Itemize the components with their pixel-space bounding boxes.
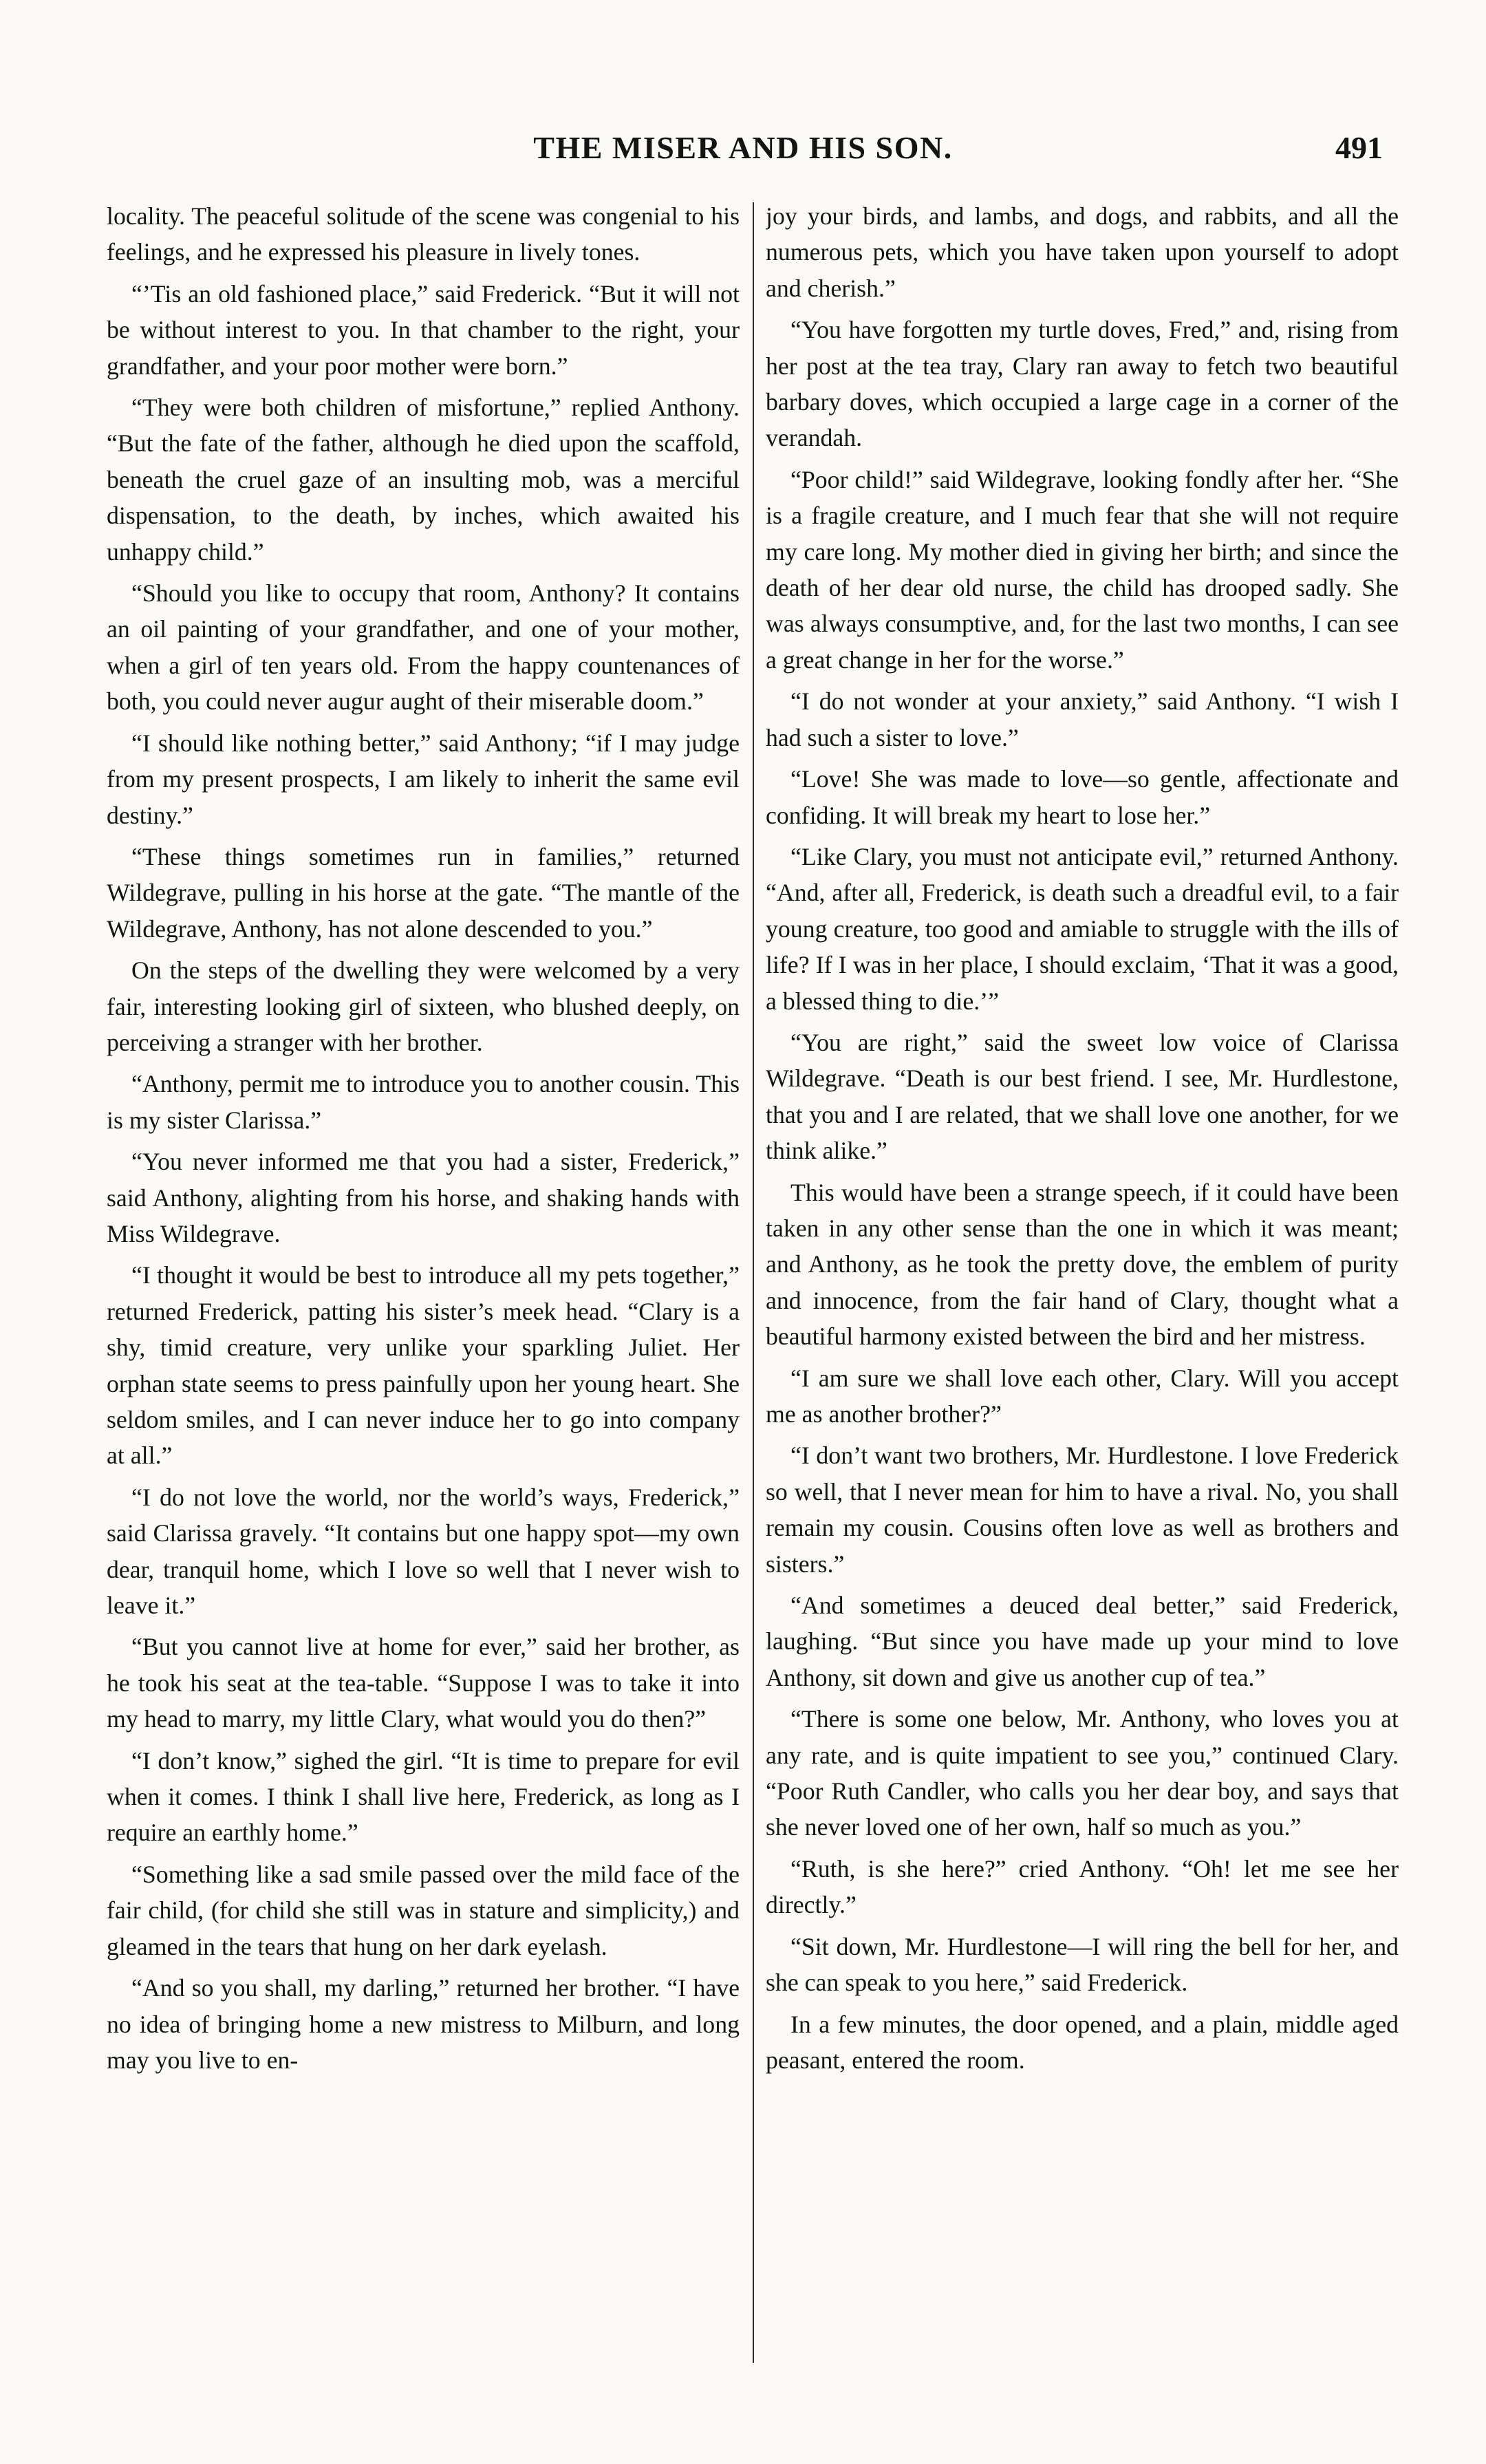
paragraph: “And so you shall, my darling,” returned her brother. “I have no idea of bringing home a new mistress to Milburn, and long may you live to en- bbox=[107, 1974, 740, 2074]
paragraph: “They were both children of misfortune,” replied Anthony. “But the fate of the father, although he died upon the scaffold, beneath the cruel gaze of an insulting mob, was a merciful dispensation, to the death, by inches, which awaited his unhappy child.” bbox=[107, 394, 740, 566]
paragraph: “I do not love the world, nor the world’s ways, Frederick,” said Clarissa gravely. “It contains but one happy spot—my own dear, tranquil home, which I love so well that I never wish to leave it.” bbox=[107, 1483, 740, 1620]
paragraph: “Anthony, permit me to introduce you to another cousin. This is my sister Clarissa.” bbox=[107, 1070, 740, 1134]
paragraph: “I don’t know,” sighed the girl. “It is time to prepare for evil when it comes. I think I shall live here, Frederick, as long as I require an earthly home.” bbox=[107, 1746, 740, 1847]
paragraph: “I am sure we shall love each other, Clary. Will you accept me as another brother?” bbox=[766, 1364, 1399, 1428]
paragraph: “I thought it would be best to introduce all my pets together,” returned Frederick, patting his sister’s meek head. “Clary is a shy, timid creature, very unlike your sparkling Juliet. Her orphan state seems to press painfully upon her young heart. She seldom smiles, and I can never induce her to go into company at all.” bbox=[107, 1261, 740, 1470]
paragraph: On the steps of the dwelling they were welcomed by a very fair, interesting looking girl of sixteen, who blushed deeply, on perceiving a stranger with her brother. bbox=[107, 956, 740, 1056]
paragraph: locality. The peaceful solitude of the scene was congenial to his feelings, and he expressed his pleasure in lively tones. bbox=[107, 202, 740, 266]
left-column bbox=[107, 198, 740, 2400]
paragraph: “There is some one below, Mr. Anthony, who loves you at any rate, and is quite impatient to see you,” continued Clary. “Poor Ruth Candler, who calls you her dear boy, and says that she never loved one of her own, half so much as you.” bbox=[766, 1705, 1399, 1841]
running-title: THE MISER AND HIS SON. bbox=[533, 130, 953, 165]
paragraph: “You are right,” said the sweet low voice of Clarissa Wildegrave. “Death is our best friend. I see, Mr. Hurdlestone, that you and I are related, that we shall love one another, for we think alike.” bbox=[766, 1028, 1399, 1165]
paragraph: “And sometimes a deuced deal better,” said Frederick, laughing. “But since you have made up your mind to love Anthony, sit down and give us another cup of tea.” bbox=[766, 1592, 1399, 1691]
paragraph: “You have forgotten my turtle doves, Fred,” and, rising from her post at the tea tray, Clary ran away to fetch two beautiful barbary doves, which occupied a large cage in a corner of the verandah. bbox=[766, 316, 1399, 452]
paragraph: This would have been a strange speech, if it could have been taken in any other sense than the one in which it was meant; and Anthony, as he took the pretty dove, the emblem of purity and innocence, from the fair hand of Clary, thought what a beautiful harmony existed between the bird and her mistress. bbox=[766, 1178, 1399, 1351]
paragraph: “Ruth, is she here?” cried Anthony. “Oh! let me see her directly.” bbox=[766, 1854, 1399, 1919]
column-divider bbox=[753, 202, 754, 2363]
paragraph: “Love! She was made to love—so gentle, affectionate and confiding. It will break my heart to lose her.” bbox=[766, 765, 1399, 829]
paragraph: “Should you like to occupy that room, Anthony? It contains an oil painting of your grandfather, and one of your mother, when a girl of ten years old. From the happy countenances of both, you could never augur aught of their miserable doom.” bbox=[107, 579, 740, 716]
paragraph: “I should like nothing better,” said Anthony; “if I may judge from my present prospects, I am likely to inherit the same evil destiny.” bbox=[107, 729, 740, 829]
paragraph: In a few minutes, the door opened, and a plain, middle aged peasant, entered the room. bbox=[766, 2010, 1399, 2074]
paragraph: “I do not wonder at your anxiety,” said Anthony. “I wish I had such a sister to love.” bbox=[766, 687, 1399, 751]
paragraph: “These things sometimes run in families,” returned Wildegrave, pulling in his horse at the gate. “The mantle of the Wildegrave, Anthony, has not alone descended to you.” bbox=[107, 842, 740, 943]
paragraph: “I don’t want two brothers, Mr. Hurdlestone. I love Frederick so well, that I never mean for him to have a rival. No, you shall remain my cousin. Cousins often love as well as brothers and sisters.” bbox=[766, 1442, 1399, 1578]
page-number: 491 bbox=[1335, 130, 1383, 165]
paragraph: “You never informed me that you had a sister, Frederick,” said Anthony, alighting from his horse, and shaking hands with Miss Wildegrave. bbox=[107, 1148, 740, 1247]
paragraph: “Sit down, Mr. Hurdlestone—I will ring the bell for her, and she can speak to you here,” said Frederick. bbox=[766, 1932, 1399, 1997]
paragraph: “Poor child!” said Wildegrave, looking fondly after her. “She is a fragile creature, and I much fear that she will not require my care long. My mother died in giving her birth; and since the death of her dear old nurse, the child has drooped sadly. She was always consumptive, and, for the last two months, I can see a great change in her for the worse.” bbox=[766, 465, 1399, 674]
running-head bbox=[103, 129, 1383, 178]
paragraph: joy your birds, and lambs, and dogs, and rabbits, and all the numerous pets, which you have taken upon yourself to adopt and cherish.” bbox=[766, 202, 1399, 302]
paragraph: “’Tis an old fashioned place,” said Frederick. “But it will not be without interest to you. In that chamber to the right, your grandfather, and your poor mother were born.” bbox=[107, 279, 740, 380]
paragraph: “Like Clary, you must not anticipate evil,” returned Anthony. “And, after all, Frederick, is death such a dreadful evil, to a fair young creature, too good and amiable to struggle with the ills of life? If I was in her place, I should exclaim, ‘That it was a good, a blessed thing to die.’” bbox=[766, 842, 1399, 1015]
paragraph: “Something like a sad smile passed over the mild face of the fair child, (for child she still was in stature and simplicity,) and gleamed in the tears that hung on her dark eyelash. bbox=[107, 1860, 740, 1960]
right-column bbox=[766, 198, 1399, 2400]
paragraph: “But you cannot live at home for ever,” said her brother, as he took his seat at the tea-table. “Suppose I was to take it into my head to marry, my little Clary, what would you do then?” bbox=[107, 1633, 740, 1733]
